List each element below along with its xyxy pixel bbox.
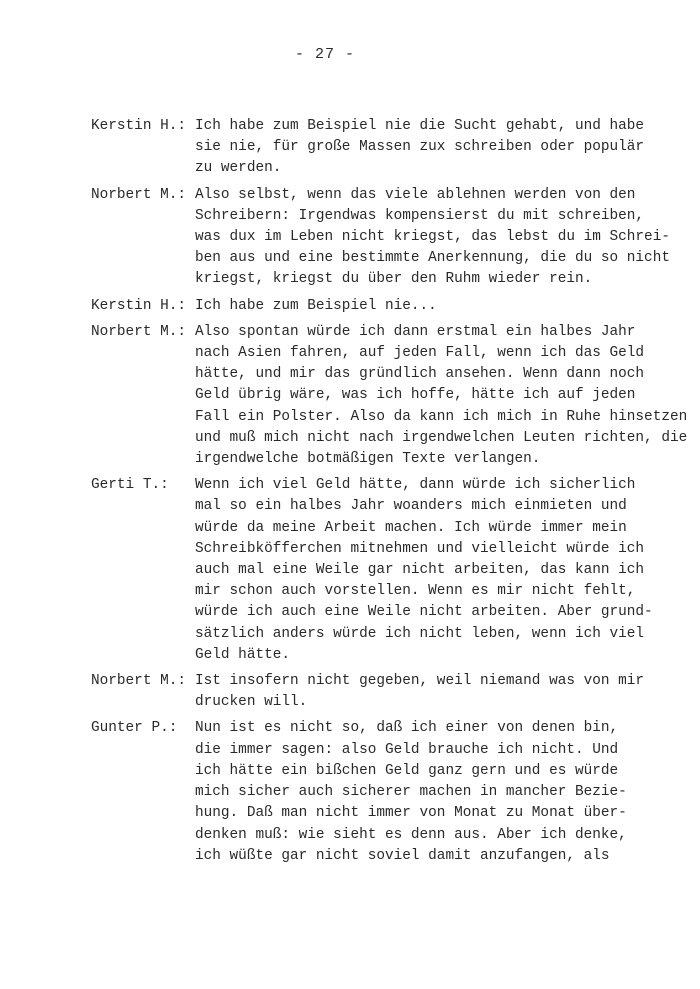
transcript-entry	[91, 185, 691, 291]
text-line: drucken will.	[195, 694, 308, 711]
text-line: was dux im Leben nicht kriegst, das lebst du im Schrei-	[195, 229, 670, 246]
transcript-entry	[91, 296, 691, 317]
speaker-name: Kerstin H.:	[91, 297, 186, 314]
transcript-entry	[91, 322, 691, 470]
text-line: mir schon auch vorstellen. Wenn es mir nicht fehlt,	[195, 583, 636, 600]
speaker-name: Gunter P.:	[91, 720, 178, 737]
transcript-entry	[91, 475, 691, 666]
text-line: mich sicher auch sicherer machen in mancher Bezie-	[195, 784, 627, 801]
text-line: würde ich auch eine Weile nicht arbeiten. Aber grund-	[195, 604, 653, 621]
transcript-entry	[91, 718, 691, 866]
text-line: mal so ein halbes Jahr woanders mich einmieten und	[195, 498, 627, 515]
text-line: ich hätte ein bißchen Geld ganz gern und es würde	[195, 762, 619, 779]
text-line: Also selbst, wenn das viele ablehnen werden von den	[195, 186, 636, 203]
page-number: - 27 -	[294, 46, 355, 63]
text-line: und muß mich nicht nach irgendwelchen Leuten richten, die	[195, 429, 688, 446]
text-line: ich wüßte gar nicht soviel damit anzufangen, als	[195, 847, 610, 864]
transcript-entry	[91, 116, 691, 180]
text-line: Nun ist es nicht so, daß ich einer von denen bin,	[195, 720, 619, 737]
speaker-name: Norbert M.:	[91, 323, 186, 340]
text-line: zu werden.	[195, 160, 282, 177]
text-line: würde da meine Arbeit machen. Ich würde immer mein	[195, 519, 627, 536]
text-line: denken muß: wie sieht es denn aus. Aber ich denke,	[195, 826, 627, 843]
speaker-name: Gerti T.:	[91, 477, 169, 494]
text-line: Fall ein Polster. Also da kann ich mich in Ruhe hinsetzen	[195, 408, 688, 425]
text-line: auch mal eine Weile gar nicht arbeiten, das kann ich	[195, 562, 645, 579]
text-line: irgendwelche botmäßigen Texte verlangen.	[195, 451, 541, 468]
transcript	[91, 116, 691, 872]
text-line: Geld hätte.	[195, 646, 290, 663]
text-line: sätzlich anders würde ich nicht leben, wenn ich viel	[195, 625, 645, 642]
text-line: Ist insofern nicht gegeben, weil niemand was von mir	[195, 673, 645, 690]
text-line: Schreibköfferchen mitnehmen und vielleicht würde ich	[195, 540, 645, 557]
text-line: die immer sagen: also Geld brauche ich nicht. Und	[195, 741, 619, 758]
text-line: hung. Daß man nicht immer von Monat zu Monat über-	[195, 805, 627, 822]
text-line: Schreibern: Irgendwas kompensierst du mit schreiben,	[195, 207, 645, 224]
text-line: Ich habe zum Beispiel nie die Sucht gehabt, und habe	[195, 118, 645, 134]
text-line: Geld übrig wäre, was ich hoffe, hätte ich auf jeden	[195, 387, 636, 404]
text-line: Wenn ich viel Geld hätte, dann würde ich sicherlich	[195, 477, 636, 494]
transcript-entry	[91, 671, 691, 713]
utterance	[195, 116, 691, 180]
text-line: sie nie, für große Massen zux schreiben oder populär	[195, 139, 645, 156]
text-line: Also spontan würde ich dann erstmal ein halbes Jahr	[195, 323, 636, 340]
utterance	[195, 671, 691, 713]
speaker-name: Kerstin H.:	[91, 118, 186, 134]
text-line: nach Asien fahren, auf jeden Fall, wenn ich das Geld	[195, 345, 645, 362]
text-line: kriegst, kriegst du über den Ruhm wieder rein.	[195, 271, 593, 288]
text-line: Ich habe zum Beispiel nie...	[195, 297, 437, 314]
text-line: hätte, und mir das gründlich ansehen. Wenn dann noch	[195, 366, 645, 383]
speaker-name: Norbert M.:	[91, 673, 186, 690]
utterance	[195, 475, 691, 666]
utterance	[195, 322, 691, 470]
utterance	[195, 296, 691, 317]
utterance	[195, 185, 691, 291]
text-line: ben aus und eine bestimmte Anerkennung, die du so nicht	[195, 250, 670, 267]
speaker-name: Norbert M.:	[91, 186, 186, 203]
utterance	[195, 718, 691, 866]
